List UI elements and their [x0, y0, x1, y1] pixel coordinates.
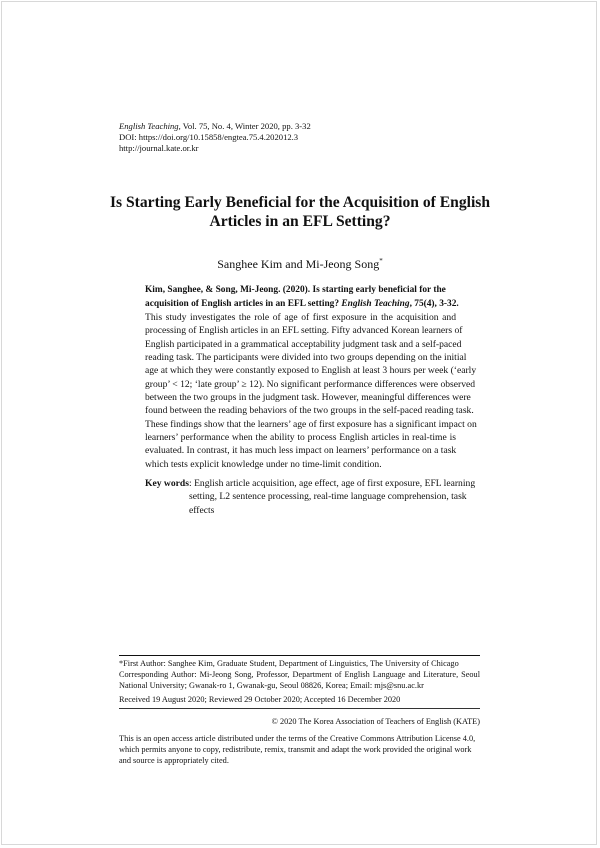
article-title-line-1: Is Starting Early Beneficial for the Acquisition of English [109, 194, 491, 211]
license-notice [119, 733, 480, 766]
abstract [145, 311, 477, 471]
abstract-line: age at which they were constantly exposed to English at least 3 hours per week (‘early [145, 365, 477, 377]
corresponding-author-note-line-1: Corresponding Author: Mi-Jeong Song, Professor, Department of English Language and Literature, Seoul [119, 670, 480, 679]
citation-line-2-start: acquisition of English articles in an EFL setting? [145, 298, 342, 309]
abstract-line: These findings show that the learners’ age of first exposure has a significant impact on [145, 418, 477, 430]
license-line: and source is appropriately cited. [119, 756, 229, 765]
journal-citation-line [119, 121, 479, 132]
keywords-list [189, 477, 476, 517]
article-citation [145, 284, 459, 311]
keywords-line: effects [189, 504, 215, 516]
article-title-line-2: Articles in an EFL Setting? [209, 213, 391, 230]
license-line: which permits anyone to copy, redistribute, remix, transmit and adapt the work provided the original work [119, 745, 472, 754]
received-divider [119, 708, 480, 709]
journal-name: English Teaching [119, 121, 179, 131]
corresponding-author-note-line-2: National University; Gwanak-ro 1, Gwanak-gu, Seoul 08826, Korea; Email: mjs@snu.ac.kr [119, 681, 424, 690]
abstract-line: processing of English articles in an EFL setting. Fifty advanced Korean learners of [145, 325, 463, 337]
author-names-text: Sanghee Kim and Mi-Jeong Song [217, 257, 380, 271]
keywords-line: setting, L2 sentence processing, real-time language comprehension, task [189, 491, 467, 503]
abstract-line: evaluated. In contrast, it has much less impact on learners’ performance on a task [145, 445, 457, 457]
journal-volume-info: , Vol. 75, No. 4, Winter 2020, pp. 3-32 [178, 121, 311, 131]
received-dates: Received 19 August 2020; Reviewed 29 October 2020; Accepted 16 December 2020 [119, 695, 401, 704]
author-names [100, 254, 500, 271]
abstract-line: reading task. The participants were divided into two groups depending on the initial [145, 352, 467, 364]
citation-line-1: Kim, Sanghee, & Song, Mi-Jeong. (2020). Is starting early beneficial for the [145, 285, 446, 295]
abstract-line: which tests explicit knowledge under no time-limit condition. [145, 458, 382, 470]
author-footnotes [119, 658, 480, 691]
abstract-line: group’ < 12; ‘late group’ ≥ 12). No significant performance differences were observed [145, 378, 476, 390]
abstract-line: learners’ performance when the ability to process English articles in real-time is [145, 432, 456, 444]
citation-line-2 [145, 298, 459, 312]
article-title [100, 193, 500, 231]
citation-journal-name: English Teaching [341, 298, 410, 309]
abstract-line: English participated in a grammatical acceptability judgment task and a self-paced [145, 338, 462, 350]
copyright-notice: © 2020 The Korea Association of Teachers of English (KATE) [271, 717, 480, 726]
journal-doi[interactable]: DOI: https://doi.org/10.15858/engtea.75.4.202012.3 [119, 132, 299, 142]
journal-url[interactable]: http://journal.kate.or.kr [119, 143, 199, 153]
abstract-line: This study investigates the role of age of first exposure in the acquisition and [145, 312, 456, 323]
keywords-label: Key words [145, 478, 189, 489]
citation-line-2-end: , 75(4), 3-32. [409, 298, 459, 309]
footnote-divider [119, 655, 480, 656]
license-line: This is an open access article distributed under the terms of the Creative Commons Attribution License 4.0, [119, 734, 476, 743]
abstract-line: between the two groups in the judgment task. However, meaningful differences were [145, 392, 471, 404]
journal-header [119, 121, 479, 154]
author-footnote-marker: * [379, 257, 383, 265]
first-author-note: *First Author: Sanghee Kim, Graduate Student, Department of Linguistics, The University of Chicago [119, 659, 459, 668]
abstract-line: found between the reading behaviors of the two groups in the self-paced reading task. [145, 405, 474, 417]
keywords-line: : English article acquisition, age effect, age of first exposure, EFL learning [189, 478, 476, 489]
